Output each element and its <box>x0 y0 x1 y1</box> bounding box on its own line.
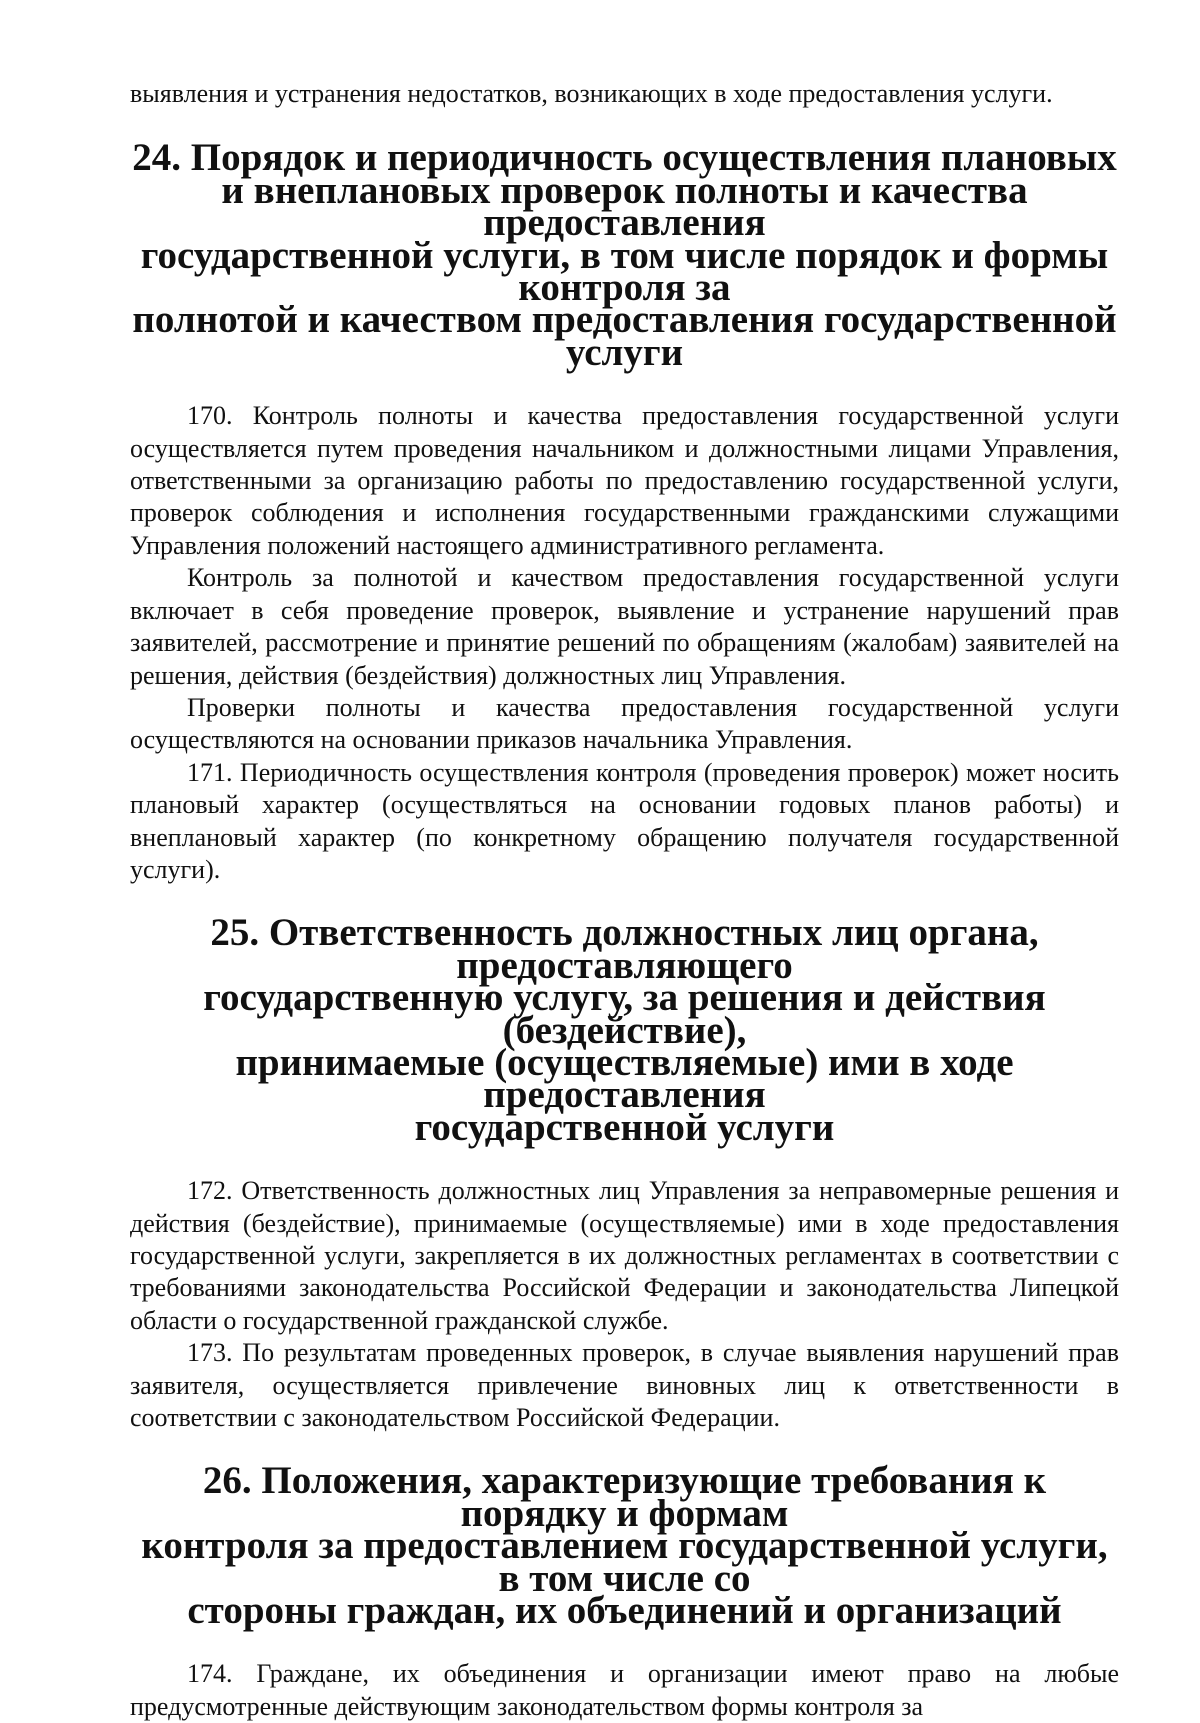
heading-line: принимаемые (осуществляемые) ими в ходе предоставления <box>235 1040 1014 1117</box>
heading-line: стороны граждан, их объединений и организаций <box>187 1589 1062 1633</box>
section-26-heading <box>130 1459 1119 1633</box>
paragraph-control-scope: Контроль за полнотой и качеством предоставления государственной услуги включает в себя проведение проверок, выявление и устранение нарушений прав заявителей, рассмотрение и принятие решений по обращениям (жалобам) заявителей на решения, действия (бездействия) должностных лиц Управления. <box>130 563 1119 690</box>
section-25-heading <box>130 911 1119 1149</box>
heading-line: 26. Положения, характеризующие требования к порядку и формам <box>202 1459 1047 1535</box>
section-24-heading <box>130 136 1119 374</box>
heading-line: и внеплановых проверок полноты и качества предоставления <box>221 168 1028 245</box>
paragraph-172: 172. Ответственность должностных лиц Управления за неправомерные решения и действия (бездействие), принимаемые (осуществляемые) ими в ходе предоставления государственной услуги, закрепляется в их должностных регламентах в соответствии с требованиями законодательства Российской Федерации и законодательства Липецкой области о государственной гражданской службе. <box>130 1176 1119 1335</box>
heading-line: государственную услугу, за решения и действия (бездействие), <box>203 976 1046 1052</box>
paragraph-171: 171. Периодичность осуществления контроля (проведения проверок) может носить плановый характер (осуществляться на основании годовых планов работы) и внеплановый характер (по конкретному обращению получателя государственной услуги). <box>130 757 1119 884</box>
intro-paragraph: выявления и устранения недостатков, возникающих в ходе предоставления услуги. <box>130 79 1053 108</box>
heading-line: государственной услуги, в том числе порядок и формы контроля за <box>140 233 1109 310</box>
paragraph-174: 174. Граждане, их объединения и организации имеют право на любые предусмотренные действующим законодательством формы контроля за <box>130 1659 1119 1721</box>
paragraph-inspections-basis: Проверки полноты и качества предоставления государственной услуги осуществляются на основании приказов начальника Управления. <box>130 692 1119 755</box>
heading-line: государственной услуги <box>414 1105 835 1149</box>
paragraph-170: 170. Контроль полноты и качества предоставления государственной услуги осуществляется путем проведения начальником и должностными лицами Управления, ответственными за организацию работы по предоставлению государственной услуги, проверок соблюдения и исполнения государственными гражданскими служащими Управления положений настоящего административного регламента. <box>130 401 1119 560</box>
heading-line: 24. Порядок и периодичность осуществления плановых <box>132 136 1117 180</box>
paragraph-173: 173. По результатам проведенных проверок, в случае выявления нарушений прав заявителя, осуществляется привлечение виновных лиц к ответственности в соответствии с законодательством Российской Федерации. <box>130 1338 1119 1433</box>
heading-line: контроля за предоставлением государственной услуги, в том числе со <box>141 1524 1108 1600</box>
heading-line: 25. Ответственность должностных лиц органа, предоставляющего <box>210 911 1039 987</box>
heading-line: полнотой и качеством предоставления государственной услуги <box>132 298 1117 374</box>
document-page <box>130 78 1119 1723</box>
